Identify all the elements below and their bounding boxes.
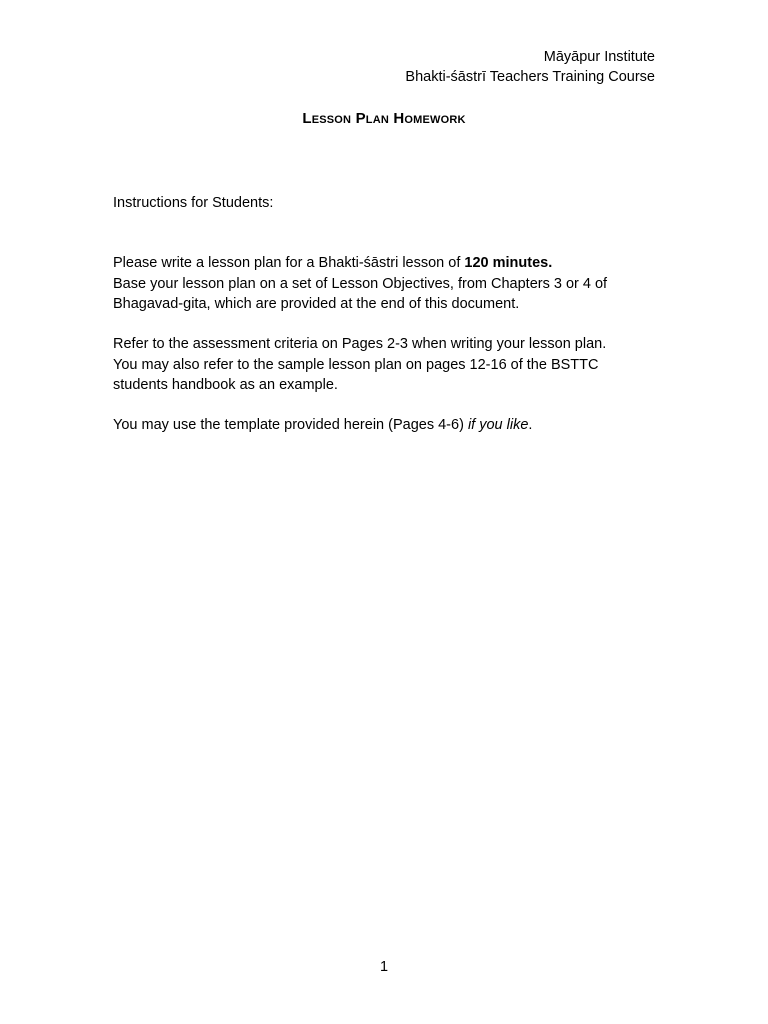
page-header xyxy=(405,47,655,87)
institute-name: Māyāpur Institute xyxy=(543,49,655,65)
page-number: 1 xyxy=(379,959,389,975)
paragraph-line xyxy=(113,253,673,274)
paragraph-line: Base your lesson plan on a set of Lesson Objectives, from Chapters 3 or 4 of xyxy=(113,275,608,292)
paragraph-punctuation: . xyxy=(528,417,533,433)
paragraph-text: Please write a lesson plan for a Bhakti-śāstri lesson of xyxy=(113,255,465,271)
paragraph-line xyxy=(113,415,673,436)
paragraph-line: Refer to the assessment criteria on Pages 2-3 when writing your lesson plan. xyxy=(113,336,607,352)
course-name: Bhakti-śāstrī Teachers Training Course xyxy=(405,69,655,85)
page-title: Lesson Plan Homework xyxy=(302,110,466,127)
paragraph-template xyxy=(113,415,673,436)
instructions-heading-text: Instructions for Students: xyxy=(113,195,274,211)
paragraph-line: You may also refer to the sample lesson plan on pages 12-16 of the BSTTC xyxy=(113,356,599,373)
paragraph-line: students handbook as an example. xyxy=(113,377,338,393)
duration-emphasis: 120 minutes. xyxy=(464,255,553,271)
paragraph-line: Bhagavad-gita, which are provided at the end of this document. xyxy=(113,296,520,312)
paragraph-assessment xyxy=(113,334,673,396)
paragraph-text: You may use the template provided herein (Pages 4-6) xyxy=(113,417,468,433)
paragraph-lesson-length xyxy=(113,253,673,315)
instructions-heading xyxy=(113,193,673,214)
optional-emphasis: if you like xyxy=(467,417,529,433)
